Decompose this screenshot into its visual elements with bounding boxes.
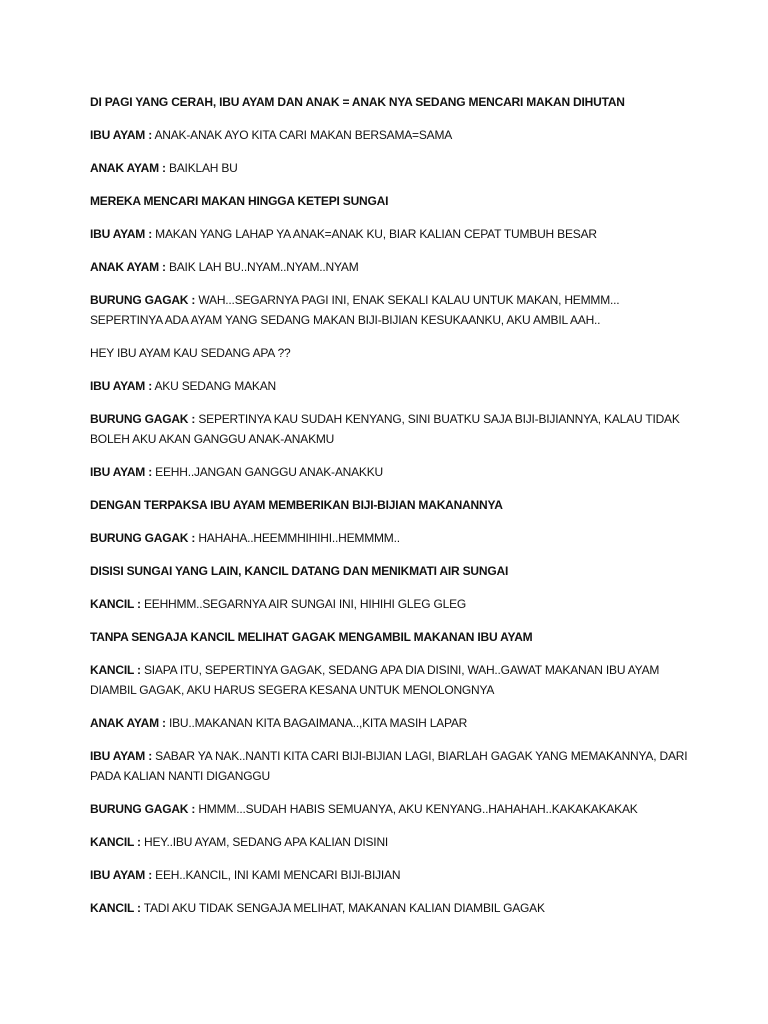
speaker-label: IBU AYAM : (90, 465, 153, 479)
speaker-label: KANCIL : (90, 901, 141, 915)
dialogue-text: HEY IBU AYAM KAU SEDANG APA ?? (90, 346, 291, 360)
speaker-label: IBU AYAM : (90, 379, 153, 393)
dialogue-text: TADI AKU TIDAK SENGAJA MELIHAT, MAKANAN KALIAN DIAMBIL GAGAK (140, 901, 545, 915)
dialogue-text: SABAR YA NAK..NANTI KITA CARI BIJI-BIJIAN LAGI, BIARLAH GAGAK YANG MEMAKANNYA, DARI PADA KALIAN NANTI DIGANGGU (90, 749, 688, 783)
document-page (90, 92, 690, 931)
dialogue-text: SEPERTINYA KAU SUDAH KENYANG, SINI BUATKU SAJA BIJI-BIJIANNYA, KALAU TIDAK BOLEH AKU AKAN GANGGU ANAK-ANAKMU (90, 412, 680, 446)
paragraph (90, 462, 690, 482)
dialogue-text: HEY..IBU AYAM, SEDANG APA KALIAN DISINI (140, 835, 389, 849)
paragraph (90, 191, 690, 211)
speaker-label: IBU AYAM : (90, 128, 153, 142)
speaker-label: IBU AYAM : (90, 227, 153, 241)
dialogue-text: EEHH..JANGAN GANGGU ANAK-ANAKKU (152, 465, 383, 479)
speaker-label: KANCIL : (90, 597, 141, 611)
paragraph (90, 627, 690, 647)
narration: DISISI SUNGAI YANG LAIN, KANCIL DATANG DAN MENIKMATI AIR SUNGAI (90, 564, 509, 578)
paragraph (90, 660, 690, 700)
dialogue-text: HMMM...SUDAH HABIS SEMUANYA, AKU KENYANG..HAHAHAH..KAKAKAKAKAK (195, 802, 638, 816)
paragraph (90, 409, 690, 449)
narration: TANPA SENGAJA KANCIL MELIHAT GAGAK MENGAMBIL MAKANAN IBU AYAM (90, 630, 533, 644)
paragraph (90, 125, 690, 145)
paragraph (90, 92, 690, 112)
paragraph (90, 594, 690, 614)
dialogue-text: SIAPA ITU, SEPERTINYA GAGAK, SEDANG APA DIA DISINI, WAH..GAWAT MAKANAN IBU AYAM DIAMBIL GAGAK, AKU HARUS SEGERA KESANA UNTUK MENOLONGNYA (90, 663, 660, 697)
speaker-label: KANCIL : (90, 663, 141, 677)
paragraph-bold: DI PAGI YANG CERAH, IBU AYAM DAN ANAK = ANAK NYA SEDANG MENCARI MAKAN DIHUTAN (90, 95, 625, 109)
dialogue-text: WAH...SEGARNYA PAGI INI, ENAK SEKALI KALAU UNTUK MAKAN, HEMMM... SEPERTINYA ADA AYAM YANG SEDANG MAKAN BIJI-BIJIAN KESUKAANKU, AKU AMBIL AAH.. (90, 293, 620, 327)
dialogue-text: HAHAHA..HEEMMHIHIHI..HEMMMM.. (195, 531, 400, 545)
paragraph (90, 376, 690, 396)
dialogue-text: AKU SEDANG MAKAN (152, 379, 276, 393)
speaker-label: IBU AYAM : (90, 749, 153, 763)
speaker-label: KANCIL : (90, 835, 141, 849)
speaker-label: IBU AYAM : (90, 868, 153, 882)
paragraph (90, 898, 690, 918)
narration: MEREKA MENCARI MAKAN HINGGA KETEPI SUNGAI (90, 194, 389, 208)
speaker-label: BURUNG GAGAK : (90, 802, 196, 816)
paragraph (90, 257, 690, 277)
paragraph (90, 495, 690, 515)
paragraph (90, 290, 690, 330)
narration: DENGAN TERPAKSA IBU AYAM MEMBERIKAN BIJI-BIJIAN MAKANANNYA (90, 498, 503, 512)
paragraph (90, 158, 690, 178)
paragraph (90, 343, 690, 363)
speaker-label: BURUNG GAGAK : (90, 531, 196, 545)
speaker-label: ANAK AYAM : (90, 161, 166, 175)
dialogue-text: ANAK-ANAK AYO KITA CARI MAKAN BERSAMA=SAMA (152, 128, 453, 142)
paragraph (90, 746, 690, 786)
dialogue-text: EEHHMM..SEGARNYA AIR SUNGAI INI, HIHIHI GLEG GLEG (140, 597, 467, 611)
speaker-label: BURUNG GAGAK : (90, 412, 196, 426)
paragraph (90, 224, 690, 244)
paragraph (90, 528, 690, 548)
dialogue-text: BAIKLAH BU (165, 161, 238, 175)
paragraph (90, 832, 690, 852)
paragraph (90, 561, 690, 581)
speaker-label: ANAK AYAM : (90, 260, 166, 274)
dialogue-text: EEH..KANCIL, INI KAMI MENCARI BIJI-BIJIAN (152, 868, 401, 882)
dialogue-text: IBU..MAKANAN KITA BAGAIMANA..,KITA MASIH LAPAR (165, 716, 468, 730)
paragraph (90, 865, 690, 885)
speaker-label: ANAK AYAM : (90, 716, 166, 730)
dialogue-text: MAKAN YANG LAHAP YA ANAK=ANAK KU, BIAR KALIAN CEPAT TUMBUH BESAR (152, 227, 597, 241)
paragraph (90, 799, 690, 819)
dialogue-text: BAIK LAH BU..NYAM..NYAM..NYAM (165, 260, 359, 274)
paragraph (90, 713, 690, 733)
speaker-label: BURUNG GAGAK : (90, 293, 196, 307)
